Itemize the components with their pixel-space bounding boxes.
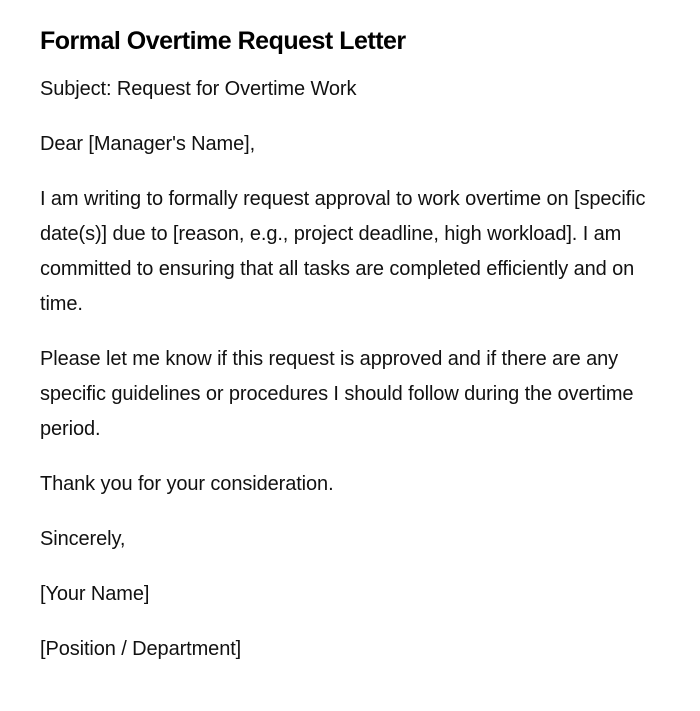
signature-name: [Your Name] xyxy=(40,583,150,605)
closing-line: Sincerely, xyxy=(40,528,126,550)
subject-line: Subject: Request for Overtime Work xyxy=(40,78,357,100)
document-title: Formal Overtime Request Letter xyxy=(40,27,406,55)
body-paragraph-guidelines: Please let me know if this request is approved and if there are any specific guidelines or procedures I should follow during the overtime period. xyxy=(40,348,634,440)
signature-position: [Position / Department] xyxy=(40,638,242,660)
body-paragraph-request: I am writing to formally request approval to work overtime on [specific date(s)] due to [reason, e.g., project deadline, high workload]. I am committed to ensuring that all tasks are completed efficiently and on time. xyxy=(40,188,646,315)
thanks-line: Thank you for your consideration. xyxy=(40,473,334,495)
salutation: Dear [Manager's Name], xyxy=(40,133,256,155)
